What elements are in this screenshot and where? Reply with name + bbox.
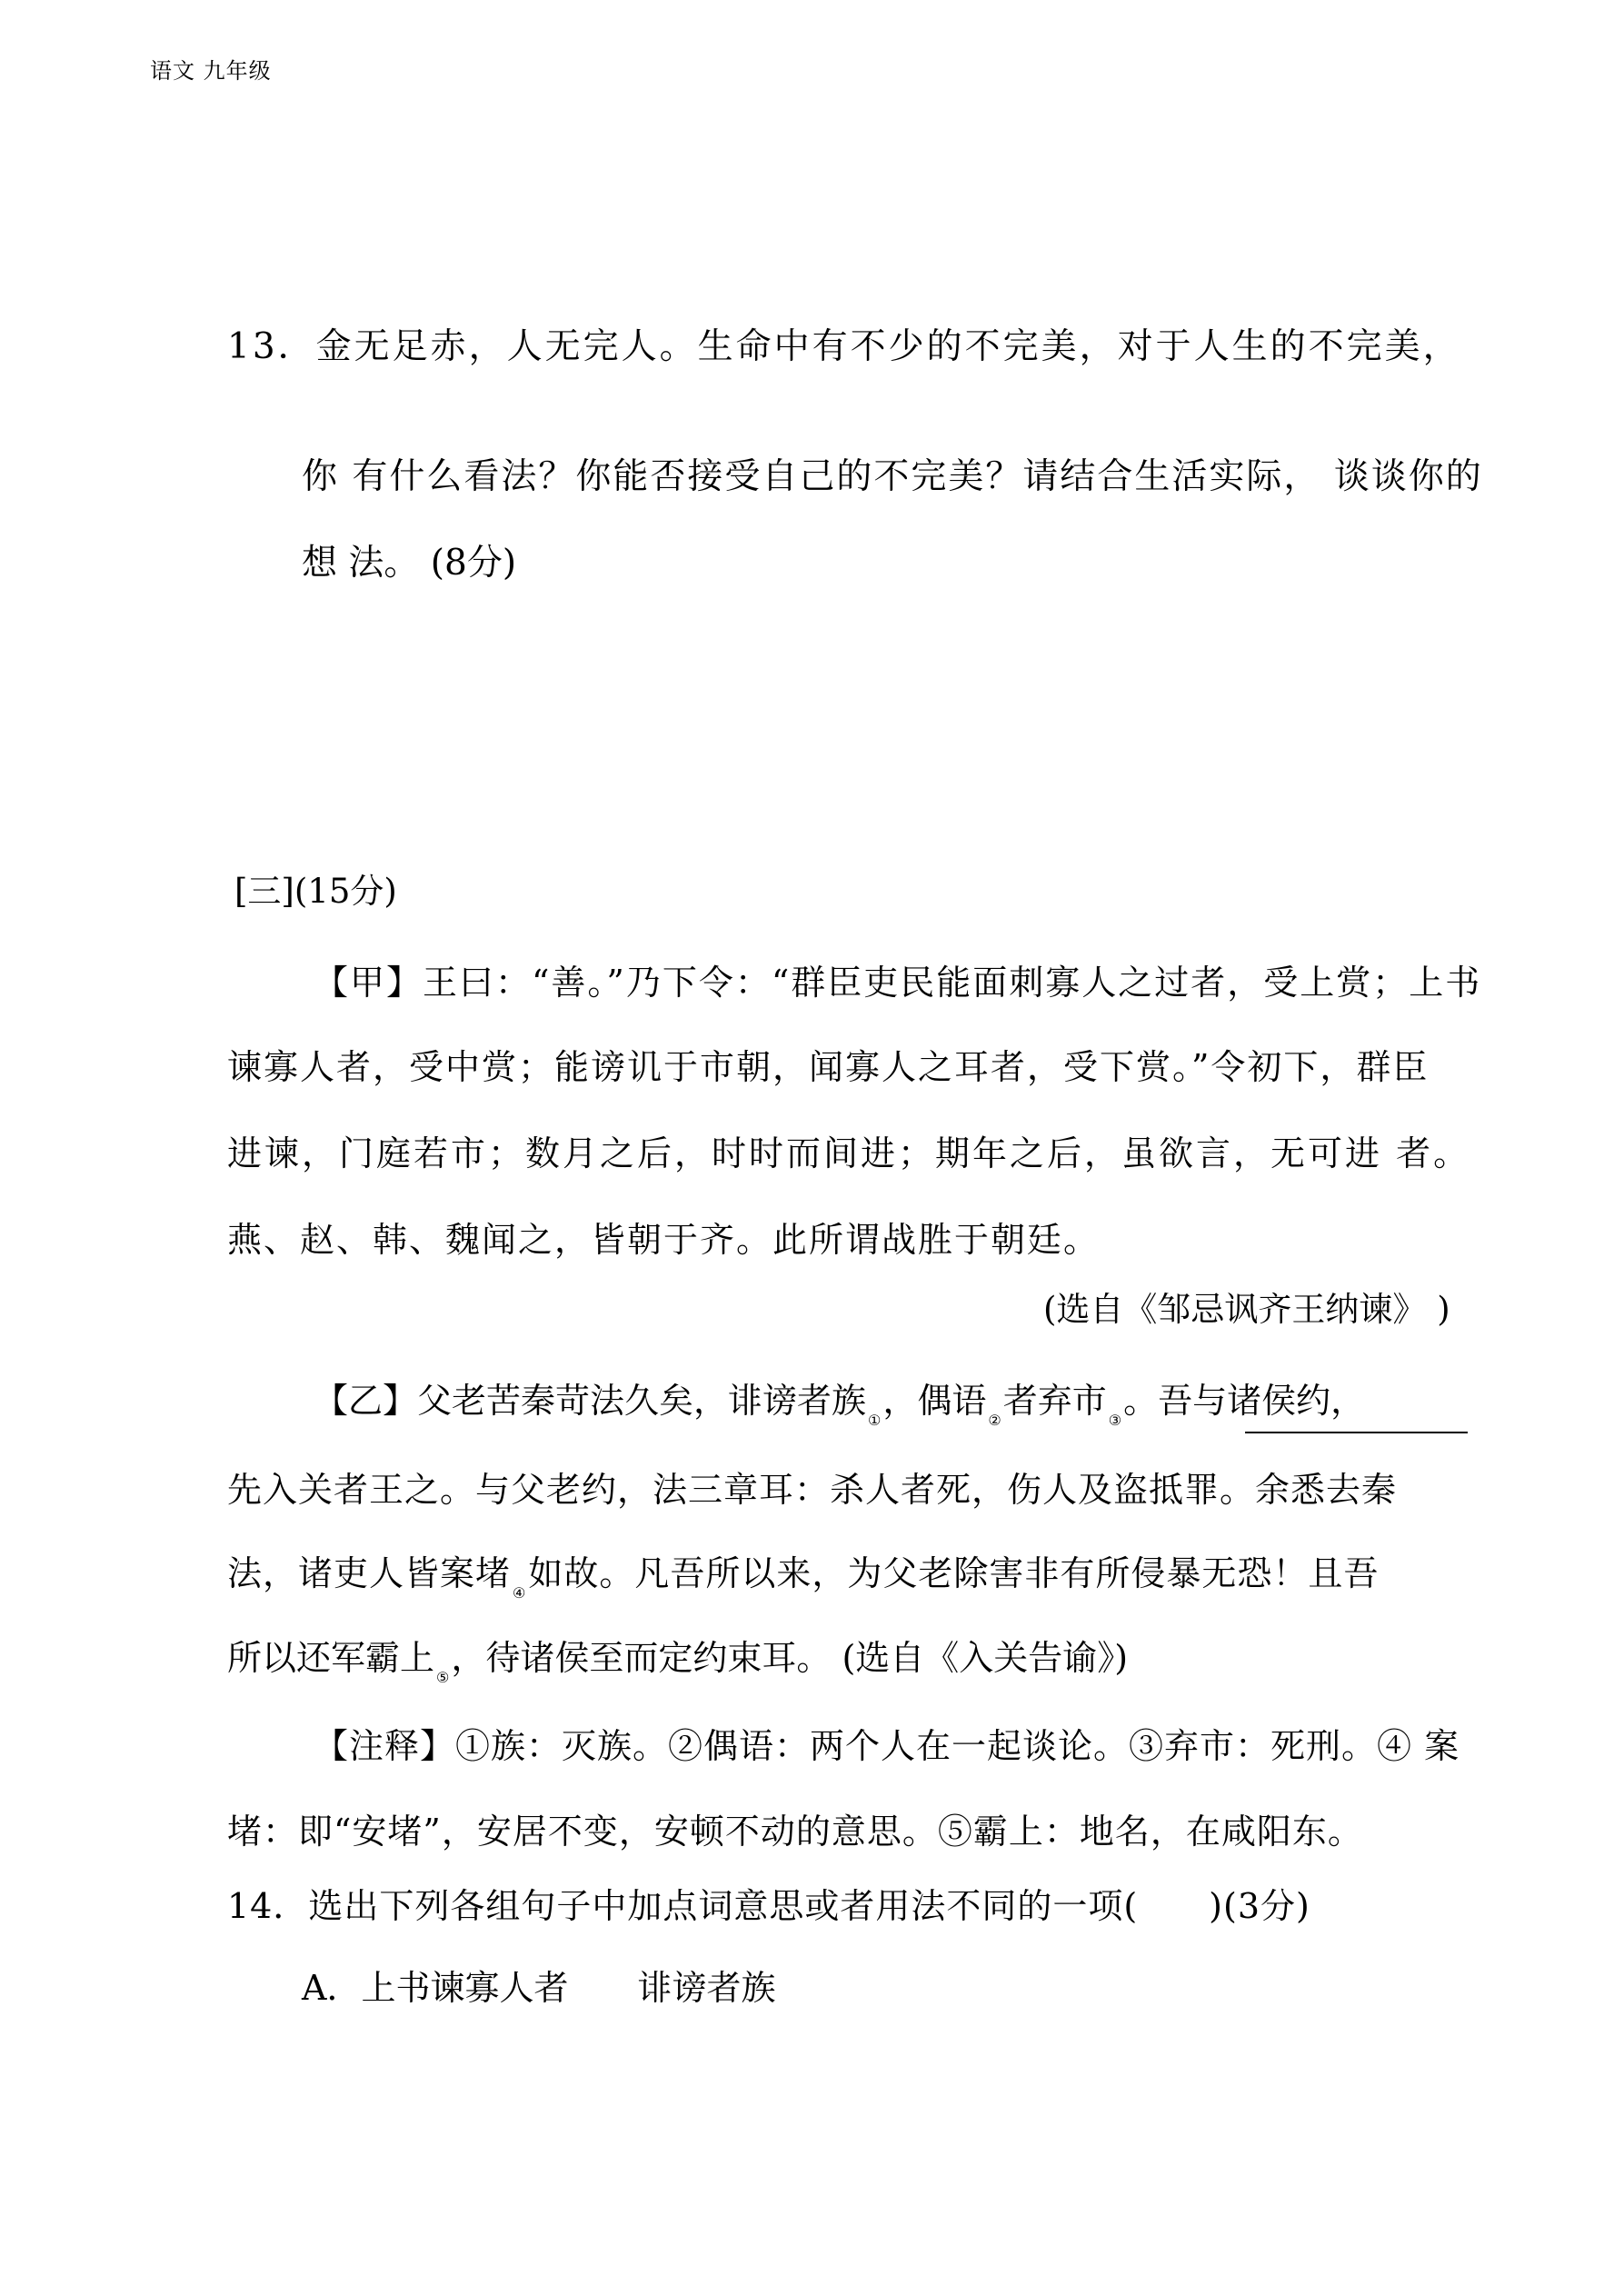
q14-option-a: A．上书谏寡人者 诽谤者族 xyxy=(302,1968,776,2008)
passage-yi-line-3 xyxy=(227,1553,1380,1602)
passage-yi-line-3-part-b: 如故。凡吾所以来，为父老除害非有所侵暴无恐！且吾 xyxy=(528,1553,1380,1593)
passage-jia-line-2: 谏寡人者，受中赏；能谤讥于市朝，闻寡人之耳者，受下赏。”令初下，群臣 xyxy=(227,1047,1430,1087)
passage-yi-line-1-part-b: ，偶语 xyxy=(882,1381,987,1421)
passage-jia-source: (选自《邹忌讽齐王纳谏》 ) xyxy=(1043,1290,1450,1329)
passage-yi-line-4 xyxy=(227,1638,1129,1686)
passage-jia-line-1: 【甲】王曰：“善。”乃下令：“群臣吏民能面刺寡人之过者，受上赏；上书 xyxy=(314,963,1482,1003)
footnote-marker-4: ④ xyxy=(513,1584,527,1602)
passage-jia-line-3: 进谏，门庭若市；数月之后，时时而间进；期年之后，虽欲言，无可进 者。 xyxy=(227,1133,1471,1173)
passage-yi-line-4-part-a: 所以还军霸上 xyxy=(227,1638,435,1678)
passage-yi-line-1-part-a: 【乙】父老苦秦苛法久矣，诽谤者族 xyxy=(314,1381,867,1421)
passage-yi-line-4-part-b: ，待诸侯至而定约束耳。 (选自《入关告谕》) xyxy=(451,1638,1129,1678)
q13-line-3: 想 法。 (8分) xyxy=(302,543,517,584)
footnote-marker-5: ⑤ xyxy=(436,1669,450,1686)
footnote-marker-1: ① xyxy=(868,1412,882,1429)
footnote-marker-3: ③ xyxy=(1108,1412,1122,1429)
passage-yi-line-1-part-c: 者弃市 xyxy=(1002,1381,1107,1421)
section-title: [三](15分) xyxy=(234,872,397,911)
underline-rule xyxy=(1245,1432,1468,1433)
passage-yi-line-1-part-d: 。吾与诸侯约， xyxy=(1123,1381,1366,1421)
notes-line-1: 【注释】①族：灭族。②偶语：两个人在一起谈论。③弃市：死刑。④ 案 xyxy=(314,1726,1460,1766)
passage-yi-line-2: 先入关者王之。与父老约，法三章耳：杀人者死，伤人及盗抵罪。余悉去秦 xyxy=(227,1470,1398,1510)
q14-stem: 14．选出下列各组句子中加点词意思或者用法不同的一项( )(3分) xyxy=(227,1886,1310,1926)
passage-yi-line-3-part-a: 法，诸吏人皆案堵 xyxy=(227,1553,512,1593)
footnote-marker-2: ② xyxy=(988,1412,1001,1429)
notes-line-2: 堵：即“安堵”，安居不变，安顿不动的意思。⑤霸上：地名，在咸阳东。 xyxy=(227,1812,1363,1852)
passage-jia-line-4: 燕、赵、韩、魏闻之，皆朝于齐。此所谓战胜于朝廷。 xyxy=(227,1220,1101,1260)
passage-yi-line-1 xyxy=(314,1383,1365,1428)
page-header: 语文 九年级 xyxy=(150,58,272,84)
q13-line-1: 13．金无足赤，人无完人。生命中有不少的不完美，对于人生的不完美， xyxy=(227,326,1461,367)
q13-line-2: 你 有什么看法？你能否接受自己的不完美？请结合生活实际， 谈谈你的 xyxy=(302,456,1483,497)
